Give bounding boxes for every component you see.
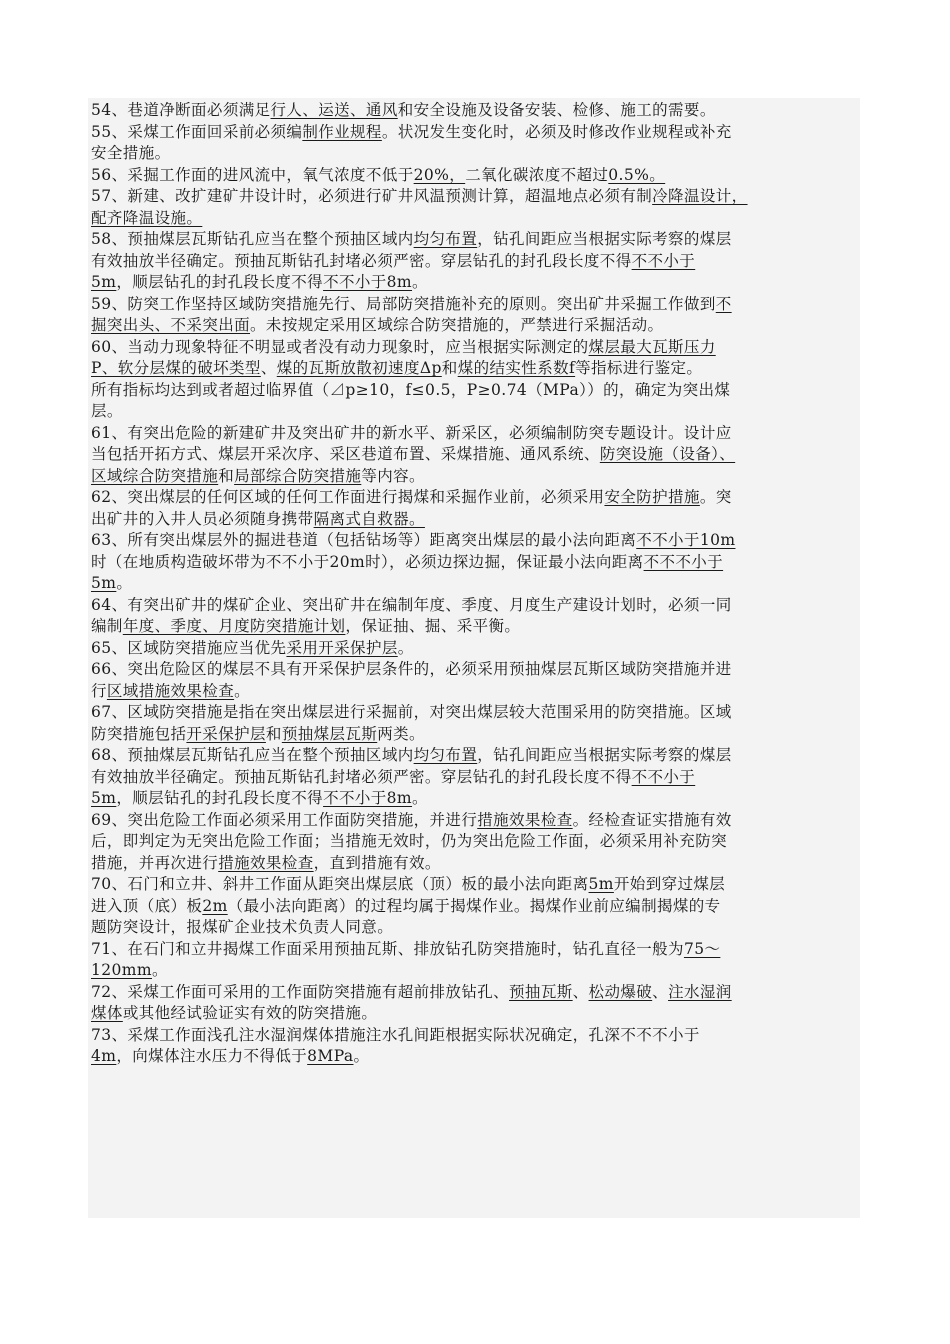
text-line — [91, 315, 861, 337]
text-line — [91, 1025, 861, 1047]
text-line — [91, 208, 861, 230]
underlined-answer: 区域措施效果检查 — [106, 681, 235, 700]
text-line — [91, 186, 861, 208]
text-line — [91, 143, 861, 165]
text-line — [91, 294, 861, 316]
text-line — [91, 767, 861, 789]
text-segment: 68、预抽煤层瓦斯钻孔应当在整个预抽区域内 — [91, 746, 414, 764]
text-segment: 。突 — [699, 488, 732, 506]
underlined-answer: 隔离式自救器。 — [313, 509, 425, 528]
underlined-answer: 措施效果检查 — [477, 810, 573, 829]
text-line — [91, 831, 861, 853]
text-segment: 60、当动力现象特征不明显或者没有动力现象时，应当根据实际测定的 — [91, 337, 589, 356]
text-segment: 57、新建、改扩建矿井设计时，必须进行矿井风温预测计算，超温地点必须有制 — [91, 187, 653, 205]
text-line — [91, 380, 861, 402]
underlined-answer: 均匀布置 — [413, 230, 478, 248]
text-segment: 70、石门和立井、斜井工作面从距突出煤层底（顶）板的最小法向距离 — [91, 875, 589, 893]
text-segment: ，直到措施有效。 — [313, 853, 441, 872]
underlined-answer: 防突设施（设备）、 — [599, 445, 736, 463]
text-line — [91, 100, 861, 122]
text-segment: 所有指标均达到或者超过临界值（⊿p≥10，f≤0.5，P≥0.74（MPa））的，确定为突出煤 — [91, 380, 731, 399]
text-segment: 71、在石门和立井揭煤工作面采用预抽瓦斯、排放钻孔防突措施时，钻孔直径一般为 — [91, 939, 684, 958]
underlined-answer: 安全防护措施 — [604, 488, 700, 506]
text-segment: 。 — [412, 789, 428, 807]
text-line — [91, 466, 861, 488]
underlined-answer: 不不不小于 — [643, 552, 724, 571]
text-segment: 和 — [441, 359, 458, 377]
text-line — [91, 788, 861, 810]
text-line — [91, 659, 861, 681]
underlined-answer: 开采保护层 — [186, 724, 266, 743]
text-segment: ，顺层钻孔的封孔段长度不得 — [116, 789, 324, 807]
text-segment: 。状况发生变化时，必须及时修改作业规程或补充 — [381, 122, 732, 141]
text-segment: ，钻孔间距应当根据实际考察的煤层 — [477, 230, 732, 248]
text-line — [91, 401, 861, 423]
underlined-answer: 5m — [91, 789, 117, 807]
underlined-answer: 煤层最大瓦斯压力 — [588, 337, 716, 356]
underlined-answer: 预抽煤层瓦斯 — [281, 724, 378, 743]
text-segment: 、 — [260, 359, 277, 377]
text-segment: 73、采煤工作面浅孔注水湿润煤体措施注水孔间距根据实际状况确定，孔深不不不小于 — [91, 1025, 700, 1044]
text-segment: 。 — [234, 681, 251, 700]
underlined-answer: 煤体 — [91, 1004, 123, 1022]
text-segment: 编制 — [91, 617, 123, 635]
text-line — [91, 552, 861, 574]
text-segment: 和 — [265, 724, 282, 743]
underlined-answer: 煤的结实性系数f — [457, 359, 576, 377]
underlined-answer: 注水湿润 — [668, 982, 732, 1001]
underlined-answer: P、软分层煤的破坏类型 — [91, 359, 261, 377]
underlined-answer: 配齐降温设施。 — [91, 208, 203, 227]
underlined-answer: 不不小于8m — [323, 789, 413, 807]
text-segment: 安全措施。 — [91, 144, 171, 162]
text-segment: 开始到穿过煤层 — [613, 875, 726, 893]
text-line — [91, 573, 861, 595]
underlined-answer: 掘突出头、不采突出面 — [91, 316, 251, 334]
underlined-answer: 松动爆破 — [588, 982, 653, 1001]
underlined-answer: 不不小于10m — [636, 531, 736, 549]
underlined-answer: 不不小于 — [631, 767, 696, 786]
text-segment: 、 — [572, 982, 589, 1001]
text-segment: 62、突出煤层的任何区域的任何工作面进行揭煤和采掘作业前，必须采用 — [91, 488, 605, 506]
underlined-answer: 区域综合防突措施 — [91, 466, 219, 485]
underlined-answer: 采用开采保护层 — [286, 638, 398, 657]
text-segment: 。 — [353, 1047, 370, 1065]
text-line — [91, 444, 861, 466]
text-segment: 防突措施包括 — [91, 724, 187, 743]
text-segment: 69、突出危险工作面必须采用工作面防突措施，并进行 — [91, 810, 478, 829]
underlined-answer: 不不小于8m — [323, 273, 413, 291]
text-segment: （最小法向距离）的过程均属于揭煤作业。揭煤作业前应编制揭煤的专 — [227, 896, 721, 915]
text-segment: 56、采掘工作面的进风流中，氧气浓度不低于 — [91, 165, 414, 184]
text-line — [91, 853, 861, 875]
underlined-answer: 4m — [91, 1047, 117, 1065]
text-line — [91, 122, 861, 144]
text-line — [91, 724, 861, 746]
text-line — [91, 982, 861, 1004]
text-line — [91, 874, 861, 896]
text-segment: 当包括开拓方式、煤层开采次序、采区巷道布置、采煤措施、通风系统、 — [91, 445, 600, 463]
text-segment: 54、巷道净断面必须满足 — [91, 101, 271, 119]
text-line — [91, 681, 861, 703]
underlined-answer: 煤的瓦斯放散初速度Δp — [276, 359, 442, 377]
underlined-answer: 均匀布置 — [413, 746, 478, 764]
text-line — [91, 165, 861, 187]
underlined-answer: 0.5%。 — [608, 165, 666, 184]
text-segment: 65、区域防突措施应当优先 — [91, 638, 287, 657]
text-segment: ，顺层钻孔的封孔段长度不得 — [116, 273, 324, 291]
text-segment: 59、防突工作坚持区域防突措施先行、局部防突措施补充的原则。突出矿井采掘工作做到 — [91, 294, 716, 313]
document-body — [91, 100, 861, 1068]
text-line — [91, 229, 861, 251]
text-segment: 58、预抽煤层瓦斯钻孔应当在整个预抽区域内 — [91, 230, 414, 248]
text-segment: 等内容。 — [361, 466, 425, 485]
text-line — [91, 960, 861, 982]
underlined-answer: 行人、运送、通风 — [270, 101, 398, 119]
text-segment: 、 — [652, 982, 669, 1001]
text-segment: 。 — [151, 961, 168, 979]
text-line — [91, 1046, 861, 1068]
text-segment: 。 — [116, 574, 133, 592]
text-segment: 措施，并再次进行 — [91, 853, 219, 872]
text-segment: 出矿井的入井人员必须随身携带 — [91, 509, 314, 528]
text-line — [91, 358, 861, 380]
underlined-answer: 8MPa — [307, 1047, 354, 1065]
text-line — [91, 810, 861, 832]
text-line — [91, 423, 861, 445]
text-line — [91, 745, 861, 767]
underlined-answer: 75～ — [683, 939, 721, 958]
text-segment: 和安全设施及设备安装、检修、施工的需要。 — [397, 101, 716, 119]
text-segment: 。未按规定采用区域综合防突措施的，严禁进行采掘活动。 — [250, 316, 664, 334]
text-segment: 和 — [218, 466, 235, 485]
underlined-answer: 预抽瓦斯 — [509, 982, 573, 1001]
underlined-answer: 年度、季度、月度防突措施计划 — [122, 617, 346, 635]
text-line — [91, 917, 861, 939]
text-segment: 后，即判定为无突出危险工作面；当措施无效时，仍为突出危险工作面，必须采用补充防突 — [91, 832, 728, 850]
text-segment: 有效抽放半径确定。预抽瓦斯钻孔封堵必须严密。穿层钻孔的封孔段长度不得 — [91, 767, 632, 786]
underlined-answer: 120mm — [91, 961, 152, 979]
text-line — [91, 530, 861, 552]
underlined-answer: 20%， — [413, 165, 466, 184]
text-segment: ，保证抽、掘、采平衡。 — [345, 617, 521, 635]
text-segment: 。 — [397, 638, 414, 657]
text-segment: 67、区域防突措施是指在突出煤层进行采掘前，对突出煤层较大范围采用的防突措施。区域 — [91, 703, 732, 721]
text-segment: 二氧化碳浓度不超过 — [465, 165, 609, 184]
underlined-answer: 5m — [91, 574, 117, 592]
text-segment: 题防突设计，报煤矿企业技术负责人同意。 — [91, 918, 394, 936]
text-segment: 行 — [91, 681, 107, 700]
text-line — [91, 939, 861, 961]
text-segment: 。 — [412, 273, 428, 291]
text-line — [91, 638, 861, 660]
text-line — [91, 616, 861, 638]
text-line — [91, 1003, 861, 1025]
text-segment: 61、有突出危险的新建矿井及突出矿井的新水平、新采区，必须编制防突专题设计。设计应 — [91, 423, 732, 442]
underlined-answer: 不 — [715, 294, 732, 313]
text-segment: 等指标进行鉴定。 — [575, 359, 703, 377]
underlined-answer: 局部综合防突措施 — [234, 466, 362, 485]
text-line — [91, 509, 861, 531]
underlined-answer: 不不小于 — [631, 251, 696, 270]
text-segment: 有效抽放半径确定。预抽瓦斯钻孔封堵必须严密。穿层钻孔的封孔段长度不得 — [91, 251, 632, 270]
text-segment: 。经检查证实措施有效 — [572, 810, 732, 829]
underlined-answer: 措施效果检查 — [218, 853, 314, 872]
text-segment: 63、所有突出煤层外的掘进巷道（包括钻场等）距离突出煤层的最小法向距离 — [91, 531, 637, 549]
text-line — [91, 272, 861, 294]
text-segment: ，钻孔间距应当根据实际考察的煤层 — [477, 746, 732, 764]
text-segment: 64、有突出矿井的煤矿企业、突出矿井在编制年度、季度、月度生产建设计划时，必须一同 — [91, 595, 732, 614]
underlined-answer: 冷降温设计， — [652, 187, 748, 205]
text-segment: 两类。 — [377, 724, 425, 743]
text-segment: 72、采煤工作面可采用的工作面防突措施有超前排放钻孔、 — [91, 982, 510, 1001]
text-segment: ，向煤体注水压力不得低于 — [116, 1047, 308, 1065]
text-line — [91, 251, 861, 273]
text-line — [91, 595, 861, 617]
underlined-answer: 2m — [202, 896, 228, 915]
text-line — [91, 487, 861, 509]
text-segment: 66、突出危险区的煤层不具有开采保护层条件的，必须采用预抽煤层瓦斯区域防突措施并进 — [91, 660, 732, 678]
text-segment: 或其他经试验证实有效的防突措施。 — [122, 1004, 378, 1022]
underlined-answer: 5m — [91, 273, 117, 291]
text-segment: 进入顶（底）板 — [91, 896, 203, 915]
text-segment: 时（在地质构造破坏带为不不小于20m时），必须边探边掘，保证最小法向距离 — [91, 552, 644, 571]
text-segment: 层。 — [91, 402, 123, 420]
text-line — [91, 337, 861, 359]
text-segment: 55、采煤工作面回采前必须编 — [91, 122, 303, 141]
underlined-answer: 制作业规程 — [302, 122, 382, 141]
text-line — [91, 896, 861, 918]
text-line — [91, 702, 861, 724]
underlined-answer: 5m — [588, 875, 614, 893]
